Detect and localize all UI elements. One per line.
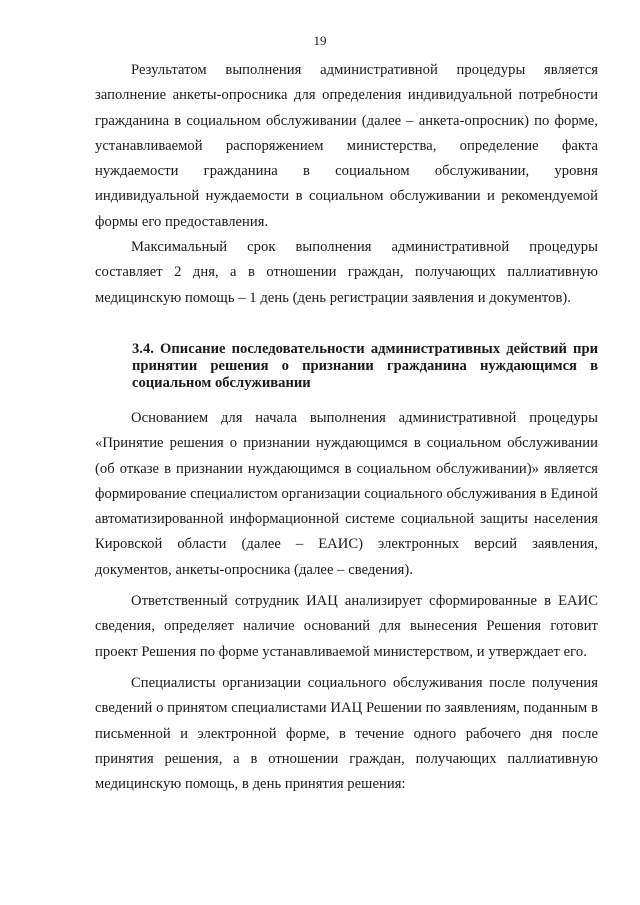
section-spacer — [95, 311, 598, 341]
paragraph-responsible: Ответственный сотрудник ИАЦ анализирует сформированные в ЕАИС сведения, определяет наличие оснований для вынесения Решения готовит проект Решения по форме устанавливаемой министерством, и утверждает его. — [95, 593, 598, 660]
paragraph-specialists: Специалисты организации социального обслуживания после получения сведений о принятом специалистами ИАЦ Решении по заявлениям, поданным в письменной и электронной форме, в течение одного рабочего дня после принятия решения, а в отношении граждан, получающих паллиативную медицинскую помощь, в день принятия решения: — [95, 674, 598, 793]
page-body — [95, 58, 598, 797]
paragraph-basis: Основанием для начала выполнения административной процедуры «Принятие решения о признании нуждающимся в социальном обслуживании (об отказе в признании нуждающимся в социальном обслуживании)» является формирование специалистом организации социального обслуживания в Единой автоматизированной информационной системе социальной защиты населения Кировской области (далее – ЕАИС) электронных версий заявления, документов, анкеты-опросника (далее – сведения). — [95, 409, 598, 578]
paragraph-result: Результатом выполнения административной процедуры является заполнение анкеты-опросника для определения индивидуальной потребности гражданина в социальном обслуживании (далее – анкета-опросник) по форме, устанавливаемой распоряжением министерства, определение факта нуждаемости гражданина в социальном обслуживании, уровня индивидуальной нуждаемости в социальном обслуживании и рекомендуемой формы его предоставления. — [95, 62, 598, 230]
section-heading: 3.4. Описание последовательности административных действий при принятии решения о признании гражданина нуждающимся в социальном обслуживании — [132, 340, 598, 391]
page-number: 19 — [313, 33, 327, 48]
paragraph-deadline: Максимальный срок выполнения административной процедуры составляет 2 дня, а в отношении граждан, получающих паллиативную медицинскую помощь – 1 день (день регистрации заявления и документов). — [95, 239, 598, 306]
